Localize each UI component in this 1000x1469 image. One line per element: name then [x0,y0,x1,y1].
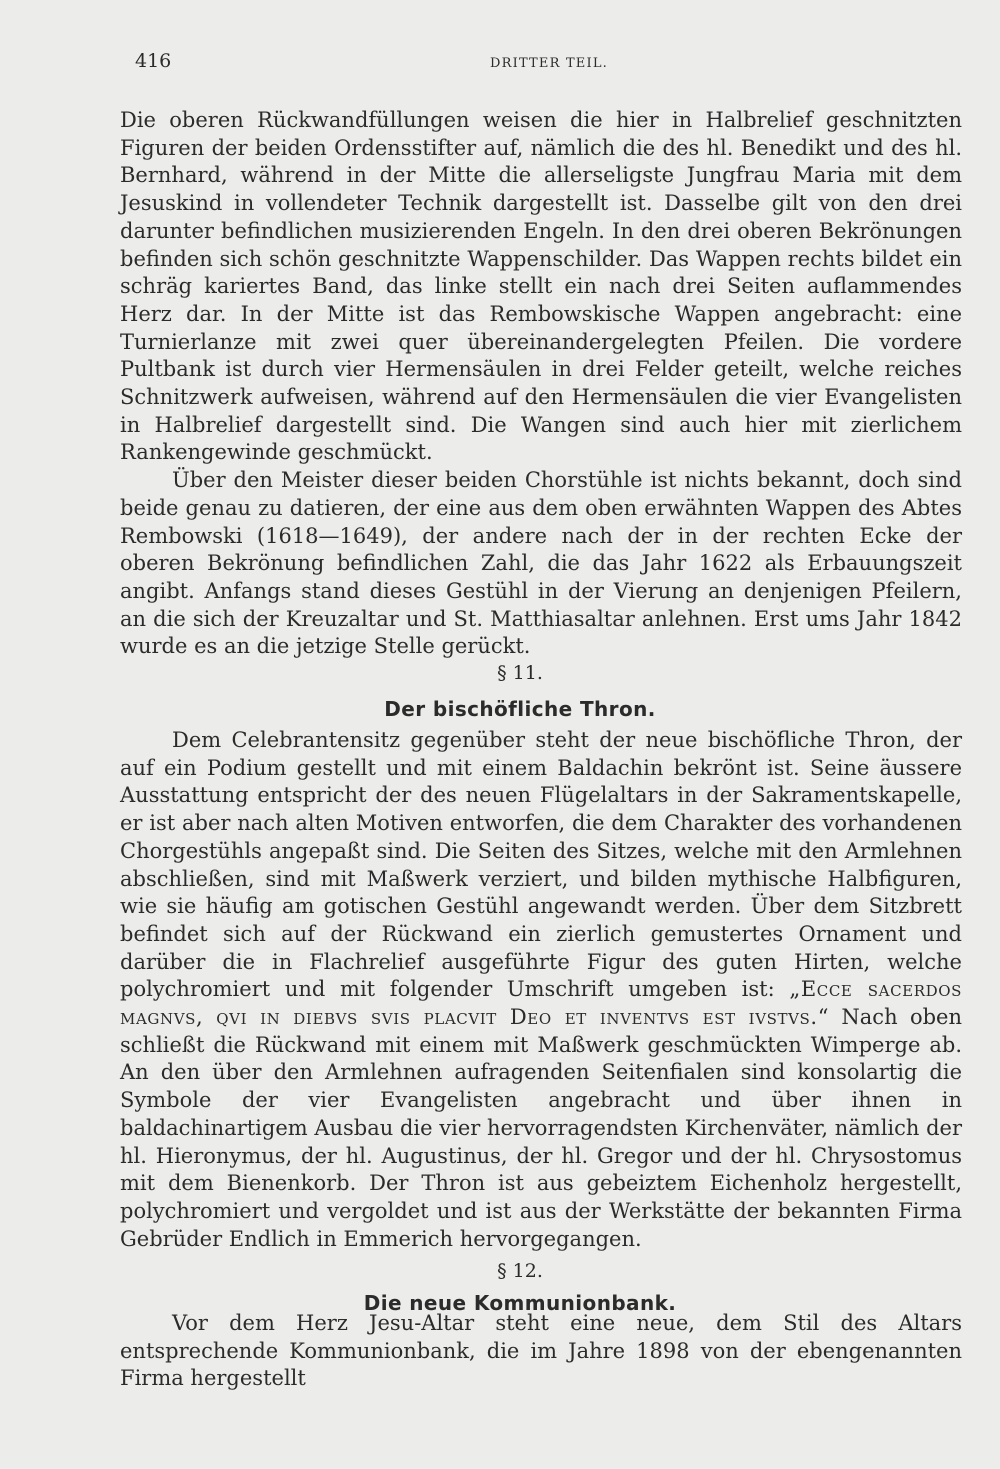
page-number: 416 [135,50,172,72]
running-head: DRITTER TEIL. [490,56,609,71]
paragraph: Vor dem Herz Jesu-Altar steht eine neue, dem Stil des Altars entsprechende Kommunionbank, die im Jahre 1898 von der ebengenannten Firma hergestellt [120,1311,962,1391]
paragraph-text: Nach oben schließt die Rückwand mit einem mit Maßwerk geschmückten Wimperge ab. An den über den Armlehnen aufragenden Seitenfialen sind konsolartig die Symbole der vier Evangelisten angebracht und über ihnen in baldachinartigem Ausbau die vier hervorragendsten Kirchenväter, nämlich der hl. Hieronymus, der hl. Augustinus, der hl. Gregor und der hl. Chrysostomus mit dem Bienenkorb. Der Thron ist aus gebeiztem Eichenholz hergestellt, polychromiert und vergoldet und ist aus der Werkstätte der bekannten Firma Gebrüder Endlich in Emmerich hervorgegangen. [120,1005,963,1251]
section-title: Die neue Kommunionbank. [363,1291,677,1315]
section-number: § 12. [497,1260,543,1282]
section-10-body [120,107,962,661]
section-number: § 11. [497,662,543,684]
section-title: Der bischöfliche Thron. [384,697,656,721]
section-12-body [120,1310,962,1393]
paragraph: Die oberen Rückwandfüllungen weisen die hier in Halbrelief geschnitzten Figuren der beiden Ordensstifter auf, nämlich die des hl. Benedikt und des hl. Bernhard, während in der Mitte die allerseligste Jungfrau Maria mit dem Jesuskind in vollendeter Technik dargestellt ist. Dasselbe gilt von den drei darunter befindlichen musizierenden Engeln. In den drei oberen Bekrönungen befinden sich schön geschnitzte Wappenschilder. Das Wappen rechts bildet ein schräg kariertes Band, das linke stellt ein nach drei Seiten auflammendes Herz dar. In der Mitte ist das Rembowskische Wappen angebracht: eine Turnierlanze mit zwei quer übereinandergelegten Pfeilen. Die vordere Pultbank ist durch vier Hermensäulen in drei Felder geteilt, welche reiches Schnitzwerk aufweisen, während auf den Hermensäulen die vier Evangelisten in Halbrelief dargestellt sind. Die Wangen sind auch hier mit zierlichem Rankengewinde geschmückt. [120,108,962,465]
paragraph: Über den Meister dieser beiden Chorstühle ist nichts bekannt, doch sind beide genau zu datieren, der eine aus dem oben erwähnten Wappen des Abtes Rembowski (1618—1649), der andere nach der in der rechten Ecke der oberen Bekrönung befindlichen Zahl, die das Jahr 1622 als Erbauungszeit angibt. Anfangs stand dieses Gestühl in der Vierung an denjenigen Pfeilern, an die sich der Kreuzaltar und St. Matthiasaltar anlehnen. Erst ums Jahr 1842 wurde es an die jetzige Stelle gerückt. [120,468,962,659]
section-11-body [120,727,962,1253]
paragraph [120,727,962,1253]
page-header [135,50,955,80]
latin-inscription: „Ecce sacerdos magnvs, qvi in diebvs svis placvit Deo et inventvs est ivstvs.“ [120,977,962,1030]
paragraph-text: Dem Celebrantensitz gegenüber steht der neue bischöfliche Thron, der auf ein Podium gestellt und mit einem Baldachin bekrönt ist. Seine äussere Ausstattung entspricht der des neuen Flügelaltars in der Sakramentskapelle, er ist aber nach alten Motiven entworfen, die dem Charakter des vorhandenen Chorgestühls angepaßt sind. Die Seiten des Sitzes, welche mit den Armlehnen abschließen, sind mit Maßwerk verziert, und bilden mythische Halbfiguren, wie sie häufig am gotischen Gestühl angewandt werden. Über dem Sitzbrett befindet sich auf der Rückwand ein zierlich gemustertes Ornament und darüber die in Flachrelief ausgeführte Figur des guten Hirten, welche polychromiert und mit folgender Umschrift umgeben ist: [120,728,962,1002]
